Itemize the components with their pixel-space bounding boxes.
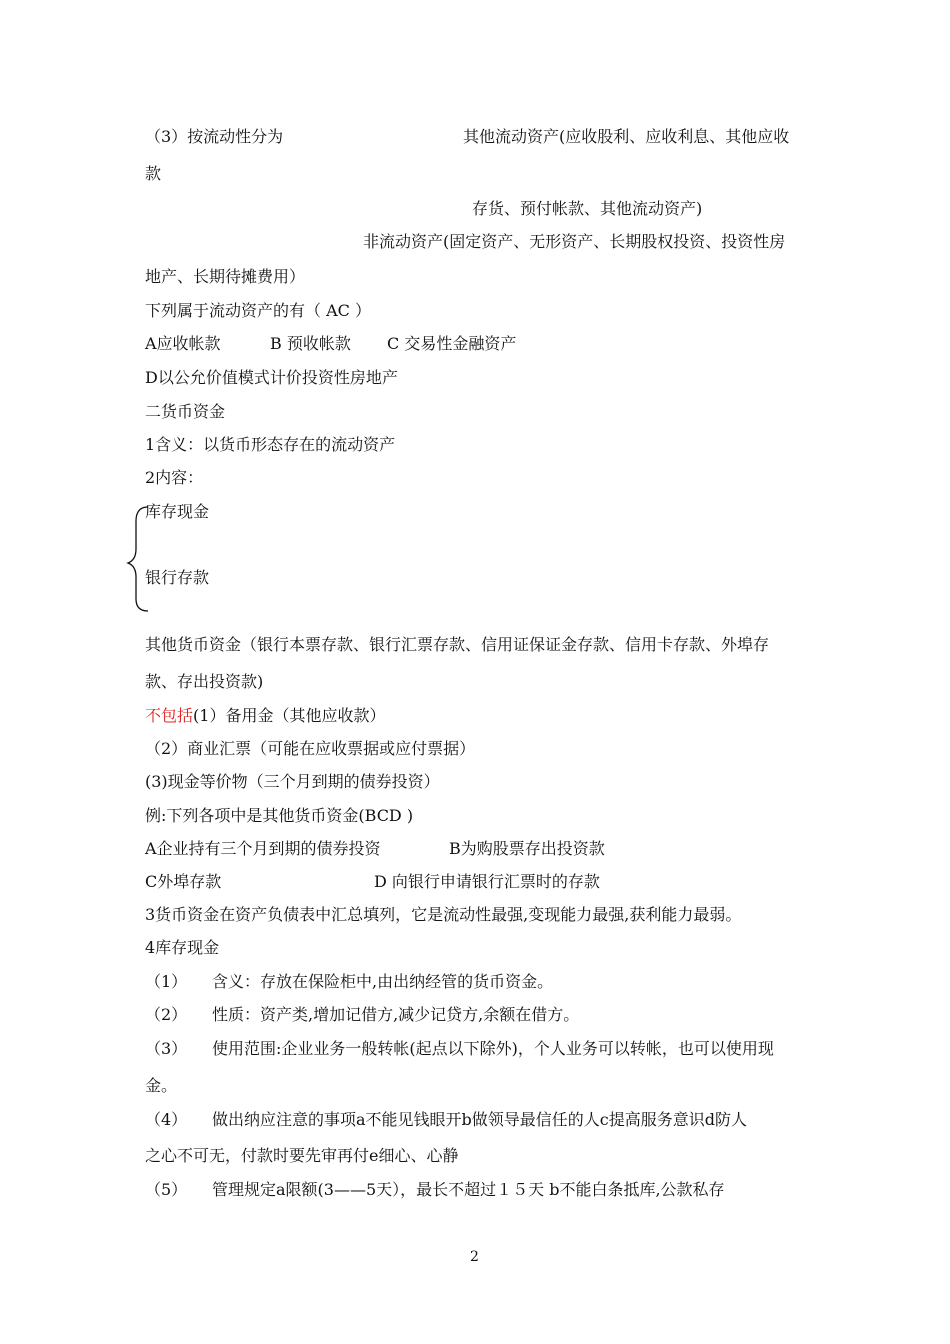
cash-text-1: 含义：存放在保险柜中,由出纳经管的货币资金。 [212,972,554,991]
exclusion-label: 不包括 [145,706,194,725]
cash-num-1: （1） [145,972,188,991]
q2-option-c: C外埠存款 [145,872,222,891]
sec3-line1-left: （3）按流动性分为 [145,127,284,146]
q1-option-d: D以公允价值模式计价投资性房地产 [145,368,398,387]
q1-option-c: C 交易性金融资产 [387,334,517,353]
sec3-line3: 存货、预付帐款、其他流动资产) [472,199,703,218]
money-content: 2内容： [145,468,204,487]
cash-num-2: （2） [145,1005,188,1024]
q2-option-a: A企业持有三个月到期的债券投资 [145,839,381,858]
cash-text-4b: 之心不可无，付款时要先审再付e细心、心静 [145,1146,459,1165]
summary-line: 3货币资金在资产负债表中汇总填列，它是流动性最强,变现能力最强,获利能力最弱。 [145,905,742,924]
cash-text-3b: 金。 [145,1076,178,1095]
sec3-line5: 地产、长期待摊费用） [145,267,306,286]
cash-text-2: 性质：资产类,增加记借方,减少记贷方,余额在借方。 [212,1005,580,1024]
exclusion-item2: （2）商业汇票（可能在应收票据或应付票据） [145,739,476,758]
page-number: 2 [470,1249,479,1265]
cash-num-4: （4） [145,1110,188,1129]
cash-text-3: 使用范围:企业业务一般转帐(起点以下除外)，个人业务可以转帐，也可以使用现 [212,1039,774,1058]
exclusion-line1 [145,706,385,726]
cash-text-5: 管理规定a限额(3——5天），最长不超过１５天 b不能白条抵库,公款私存 [212,1180,725,1199]
money-item-cash: 库存现金 [145,502,210,521]
exclusion-item1: (1）备用金（其他应收款） [193,706,386,725]
money-item-bank: 银行存款 [145,568,210,587]
sec3-line1-right: 其他流动资产(应收股利、应收利息、其他应收 [463,127,790,146]
q2-question: 例:下列各项中是其他货币资金(BCD ) [145,806,414,825]
q1-question: 下列属于流动资产的有（ AC ） [145,301,371,320]
q1-option-a: A应收帐款 [145,334,221,353]
money-heading: 二货币资金 [145,402,226,421]
cash-num-3: （3） [145,1039,188,1058]
sec3-line4: 非流动资产(固定资产、无形资产、长期股权投资、投资性房 [363,232,786,251]
cash-heading: 4库存现金 [145,938,220,957]
q2-option-b: B为购股票存出投资款 [449,839,605,858]
exclusion-item3: (3)现金等价物（三个月到期的债券投资） [145,772,440,791]
cash-text-4: 做出纳应注意的事项a不能见钱眼开b做领导最信任的人c提高服务意识d防人 [212,1110,747,1129]
money-meaning: 1含义：以货币形态存在的流动资产 [145,435,396,454]
q1-option-b: B 预收帐款 [270,334,351,353]
money-other-line1: 其他货币资金（银行本票存款、银行汇票存款、信用证保证金存款、信用卡存款、外埠存 [145,635,770,654]
cash-num-5: （5） [145,1180,188,1199]
sec3-line2: 款 [145,164,162,183]
q2-option-d: D 向银行申请银行汇票时的存款 [374,872,600,891]
money-other-line2: 款、存出投资款) [145,672,264,691]
